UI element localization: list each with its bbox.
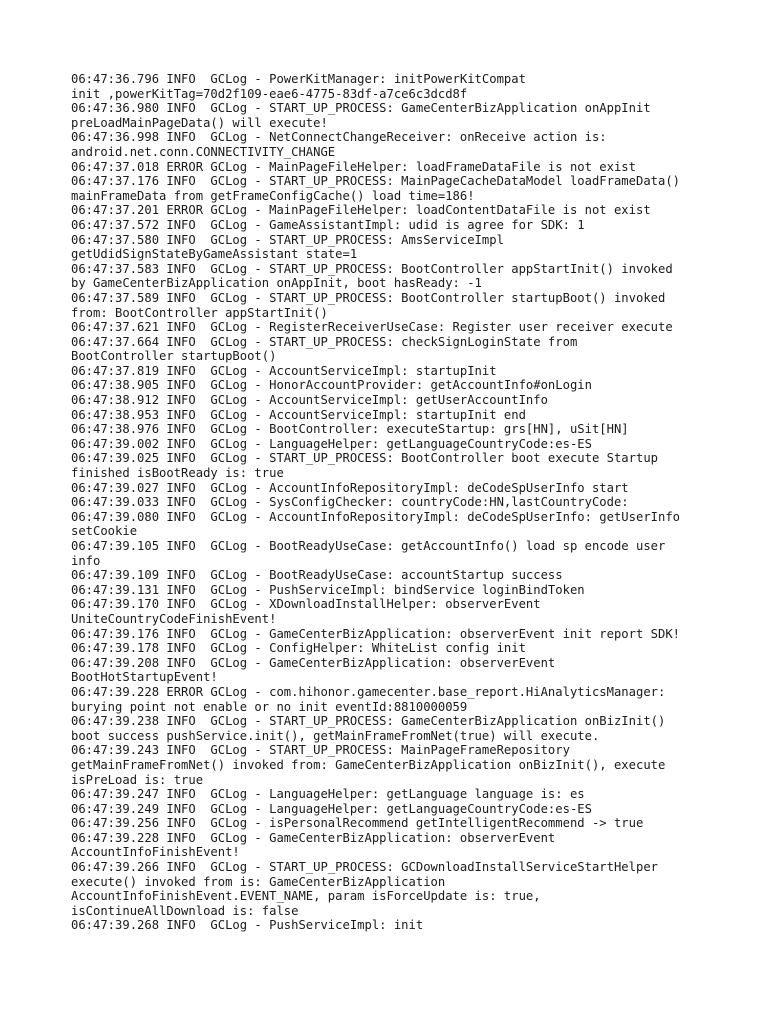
log-line: 06:47:39.208 INFO GCLog - GameCenterBizApplication: observerEvent bbox=[71, 655, 556, 670]
log-line: 06:47:36.998 INFO GCLog - NetConnectChangeReceiver: onReceive action is: bbox=[71, 130, 607, 145]
log-line: 06:47:37.201 ERROR GCLog - MainPageFileHelper: loadContentDataFile is not exist bbox=[71, 203, 651, 218]
log-line: 06:47:39.131 INFO GCLog - PushServiceImpl: bindService loginBindToken bbox=[71, 582, 585, 597]
log-line: burying point not enable or no init eventId:8810000059 bbox=[71, 699, 468, 714]
log-line: finished isBootReady is: true bbox=[71, 466, 284, 481]
log-line: AccountInfoFinishEvent! bbox=[71, 845, 240, 860]
log-line: BootController startupBoot() bbox=[71, 349, 277, 364]
log-line: setCookie bbox=[71, 524, 138, 539]
log-line: 06:47:39.170 INFO GCLog - XDownloadInstallHelper: observerEvent bbox=[71, 597, 541, 612]
log-line: 06:47:39.268 INFO GCLog - PushServiceImpl: init bbox=[71, 918, 424, 933]
log-line: 06:47:37.664 INFO GCLog - START_UP_PROCESS: checkSignLoginState from bbox=[71, 334, 578, 349]
log-line: 06:47:38.905 INFO GCLog - HonorAccountProvider: getAccountInfo#onLogin bbox=[71, 378, 592, 393]
log-line: 06:47:39.002 INFO GCLog - LanguageHelper: getLanguageCountryCode:es-ES bbox=[71, 436, 592, 451]
log-line: 06:47:39.228 ERROR GCLog - com.hihonor.gamecenter.base_report.HiAnalyticsManager: bbox=[71, 684, 666, 699]
log-line: 06:47:39.025 INFO GCLog - START_UP_PROCESS: BootController boot execute Startup bbox=[71, 451, 658, 466]
log-line: execute() invoked from is: GameCenterBizApplication bbox=[71, 874, 446, 889]
log-line: 06:47:36.796 INFO GCLog - PowerKitManager: initPowerKitCompat bbox=[71, 72, 526, 86]
log-line: getMainFrameFromNet() invoked from: GameCenterBizApplication onBizInit(), execute bbox=[71, 757, 666, 772]
log-document bbox=[71, 72, 731, 933]
log-line: isContinueAllDownload is: false bbox=[71, 903, 299, 918]
log-line: 06:47:38.912 INFO GCLog - AccountServiceImpl: getUserAccountInfo bbox=[71, 393, 548, 408]
log-line: 06:47:39.027 INFO GCLog - AccountInfoRepositoryImpl: deCodeSpUserInfo start bbox=[71, 480, 629, 495]
log-line: 06:47:39.228 INFO GCLog - GameCenterBizApplication: observerEvent bbox=[71, 830, 556, 845]
log-line: 06:47:39.080 INFO GCLog - AccountInfoRepositoryImpl: deCodeSpUserInfo: getUserInfo bbox=[71, 509, 681, 524]
log-line: 06:47:39.178 INFO GCLog - ConfigHelper: WhiteList config init bbox=[71, 641, 526, 656]
log-line: 06:47:39.256 INFO GCLog - isPersonalRecommend getIntelligentRecommend -> true bbox=[71, 816, 644, 831]
log-line: 06:47:38.976 INFO GCLog - BootController: executeStartup: grs[HN], uSit[HN] bbox=[71, 422, 629, 437]
log-line: getUdidSignStateByGameAssistant state=1 bbox=[71, 247, 358, 262]
log-line: 06:47:39.243 INFO GCLog - START_UP_PROCESS: MainPageFrameRepository bbox=[71, 743, 570, 758]
log-line: 06:47:37.621 INFO GCLog - RegisterReceiverUseCase: Register user receiver execute bbox=[71, 320, 673, 335]
log-line: preLoadMainPageData() will execute! bbox=[71, 115, 328, 130]
log-line: by GameCenterBizApplication onAppInit, boot hasReady: -1 bbox=[71, 276, 482, 291]
log-line: 06:47:37.018 ERROR GCLog - MainPageFileHelper: loadFrameDataFile is not exist bbox=[71, 159, 636, 174]
log-line: 06:47:37.572 INFO GCLog - GameAssistantImpl: udid is agree for SDK: 1 bbox=[71, 217, 585, 232]
log-line: 06:47:39.266 INFO GCLog - START_UP_PROCESS: GCDownloadInstallServiceStartHelper bbox=[71, 860, 658, 875]
log-line: UniteCountryCodeFinishEvent! bbox=[71, 611, 277, 626]
log-line: 06:47:39.033 INFO GCLog - SysConfigChecker: countryCode:HN,lastCountryCode: bbox=[71, 495, 629, 510]
log-line: 06:47:37.589 INFO GCLog - START_UP_PROCESS: BootController startupBoot() invoked bbox=[71, 290, 666, 305]
log-line: isPreLoad is: true bbox=[71, 772, 204, 787]
log-line: 06:47:39.247 INFO GCLog - LanguageHelper: getLanguage language is: es bbox=[71, 787, 585, 802]
log-line: mainFrameData from getFrameConfigCache() load time=186! bbox=[71, 188, 475, 203]
log-line: 06:47:37.580 INFO GCLog - START_UP_PROCESS: AmsServiceImpl bbox=[71, 232, 504, 247]
log-line: init ,powerKitTag=70d2f109-eae6-4775-83df-a7ce6c3dcd8f bbox=[71, 86, 468, 101]
log-line: info bbox=[71, 553, 101, 568]
log-line: 06:47:39.109 INFO GCLog - BootReadyUseCase: accountStartup success bbox=[71, 568, 563, 583]
log-line: from: BootController appStartInit() bbox=[71, 305, 328, 320]
log-line: 06:47:38.953 INFO GCLog - AccountServiceImpl: startupInit end bbox=[71, 407, 526, 422]
log-line: 06:47:39.249 INFO GCLog - LanguageHelper: getLanguageCountryCode:es-ES bbox=[71, 801, 592, 816]
log-line: 06:47:37.583 INFO GCLog - START_UP_PROCESS: BootController appStartInit() invoked bbox=[71, 261, 673, 276]
log-line: 06:47:39.238 INFO GCLog - START_UP_PROCESS: GameCenterBizApplication onBizInit() bbox=[71, 714, 666, 729]
log-line: 06:47:37.176 INFO GCLog - START_UP_PROCESS: MainPageCacheDataModel loadFrameData() bbox=[71, 174, 681, 189]
log-line: AccountInfoFinishEvent.EVENT_NAME, param isForceUpdate is: true, bbox=[71, 889, 541, 904]
log-line: 06:47:36.980 INFO GCLog - START_UP_PROCESS: GameCenterBizApplication onAppInit bbox=[71, 101, 651, 116]
log-line: 06:47:39.105 INFO GCLog - BootReadyUseCase: getAccountInfo() load sp encode user bbox=[71, 539, 666, 553]
log-line: boot success pushService.init(), getMainFrameFromNet(true) will execute. bbox=[71, 728, 600, 743]
log-body bbox=[71, 72, 731, 933]
log-line: BootHotStartupEvent! bbox=[71, 670, 218, 685]
log-line: android.net.conn.CONNECTIVITY_CHANGE bbox=[71, 144, 336, 159]
log-line: 06:47:37.819 INFO GCLog - AccountServiceImpl: startupInit bbox=[71, 363, 497, 378]
log-line: 06:47:39.176 INFO GCLog - GameCenterBizApplication: observerEvent init report SDK! bbox=[71, 626, 681, 641]
